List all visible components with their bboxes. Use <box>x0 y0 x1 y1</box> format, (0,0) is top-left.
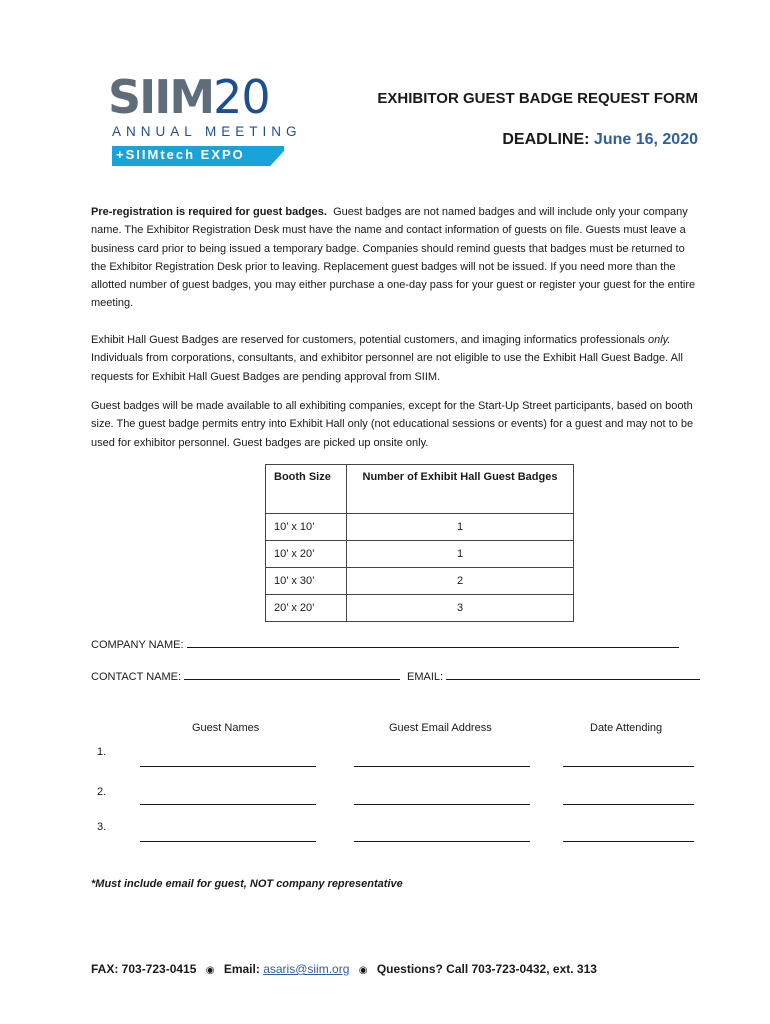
logo-brand: SIIM <box>108 70 214 124</box>
booth-size-cell: 10’ x 20’ <box>266 541 347 568</box>
table-row <box>266 541 574 568</box>
guest-email-note: *Must include email for guest, NOT company representative <box>91 878 403 890</box>
email-row <box>407 668 700 683</box>
guest-2-name-field[interactable] <box>140 804 316 805</box>
contact-name-label: CONTACT NAME: <box>91 671 182 683</box>
contact-footer <box>91 962 597 976</box>
bullet-separator-icon: ◉ <box>205 965 215 976</box>
guest-names-header: Guest Names <box>192 722 260 734</box>
guest-2-date-field[interactable] <box>563 804 694 805</box>
paragraph-text: Exhibit Hall Guest Badges are reserved for customers, potential customers, and imaging informatics professionals <box>91 334 645 346</box>
company-name-field[interactable] <box>187 636 679 648</box>
siim-logo <box>108 72 270 122</box>
contact-name-row <box>91 668 400 683</box>
fax-number: FAX: 703-723-0415 <box>91 962 197 976</box>
guest-3-name-field[interactable] <box>140 841 316 842</box>
paragraph-text: Guest badges are not named badges and will include only your company name. The Exhibitor Registration Desk must have the name and contact information of guests on file. Guests must leave a business card prior to being issued a temporary badge. Companies should remind guests that badges must be returned to the Exhibitor Registration Desk prior to leaving. Replacement guest badges will not be issued. If you need more than the allotted number of guest badges, you may either purchase a one-day pass for your guest or register your guest for the entire meeting. <box>91 206 696 310</box>
guest-1-email-field[interactable] <box>354 766 530 767</box>
guest-number: 1. <box>97 746 107 758</box>
logo-year: 20 <box>213 70 270 124</box>
logo-annual-meeting: ANNUAL MEETING <box>112 124 302 139</box>
paragraph-lead: Pre-registration is required for guest badges. <box>91 206 327 218</box>
table-header-badge-count: Number of Exhibit Hall Guest Badges <box>347 465 574 514</box>
table-row <box>266 595 574 622</box>
deadline-label: DEADLINE: <box>502 131 590 148</box>
bullet-separator-icon: ◉ <box>358 965 368 976</box>
paragraph-availability: Guest badges will be made available to all exhibiting companies, except for the Start-Up Street participants, based on booth size. The guest badge permits entry into Exhibit Hall only (not educational sessions or events) for a guest and may not to be used for exhibitor personnel. Guest badges are picked up onsite only. <box>91 400 694 449</box>
booth-size-cell: 10’ x 30’ <box>266 568 347 595</box>
date-attending-header: Date Attending <box>590 722 663 734</box>
guest-3-email-field[interactable] <box>354 841 530 842</box>
table-row <box>266 514 574 541</box>
table-header-booth-size: Booth Size <box>266 465 347 514</box>
table-row <box>266 568 574 595</box>
booth-size-cell: 20’ x 20’ <box>266 595 347 622</box>
paragraph-preregistration <box>91 203 701 313</box>
guest-number: 3. <box>97 821 107 833</box>
logo-expo-text: +SIIMtech EXPO <box>116 147 245 162</box>
guest-1-name-field[interactable] <box>140 766 316 767</box>
contact-name-field[interactable] <box>184 668 400 680</box>
booth-size-cell: 10’ x 10’ <box>266 514 347 541</box>
booth-badge-table <box>265 464 574 622</box>
badge-count-cell: 3 <box>347 595 574 622</box>
badge-count-cell: 1 <box>347 541 574 568</box>
badge-count-cell: 2 <box>347 568 574 595</box>
guest-email-header: Guest Email Address <box>389 722 492 734</box>
deadline <box>502 131 698 149</box>
guest-number: 2. <box>97 786 107 798</box>
questions-phone: Questions? Call 703-723-0432, ext. 313 <box>376 962 597 976</box>
paragraph-text: Individuals from corporations, consultants, and exhibitor personnel are not eligible to use the Exhibit Hall Guest Badge. All requests for Exhibit Hall Guest Badges are pending approval from SIIM. <box>91 352 683 383</box>
email-footer-label: Email: <box>223 962 260 976</box>
paragraph-exhibit-hall <box>91 331 701 386</box>
badge-count-cell: 1 <box>347 514 574 541</box>
email-label: EMAIL: <box>407 671 444 683</box>
guest-3-date-field[interactable] <box>563 841 694 842</box>
table-header-row <box>266 465 574 514</box>
deadline-date: June 16, 2020 <box>593 131 698 148</box>
form-title: EXHIBITOR GUEST BADGE REQUEST FORM <box>377 90 698 107</box>
company-name-label: COMPANY NAME: <box>91 639 184 651</box>
paragraph-emphasis: only. <box>647 334 671 346</box>
contact-email-field[interactable] <box>446 668 700 680</box>
email-link[interactable]: asaris@siim.org <box>263 962 350 976</box>
guest-1-date-field[interactable] <box>563 766 694 767</box>
guest-2-email-field[interactable] <box>354 804 530 805</box>
company-name-row <box>91 636 679 651</box>
